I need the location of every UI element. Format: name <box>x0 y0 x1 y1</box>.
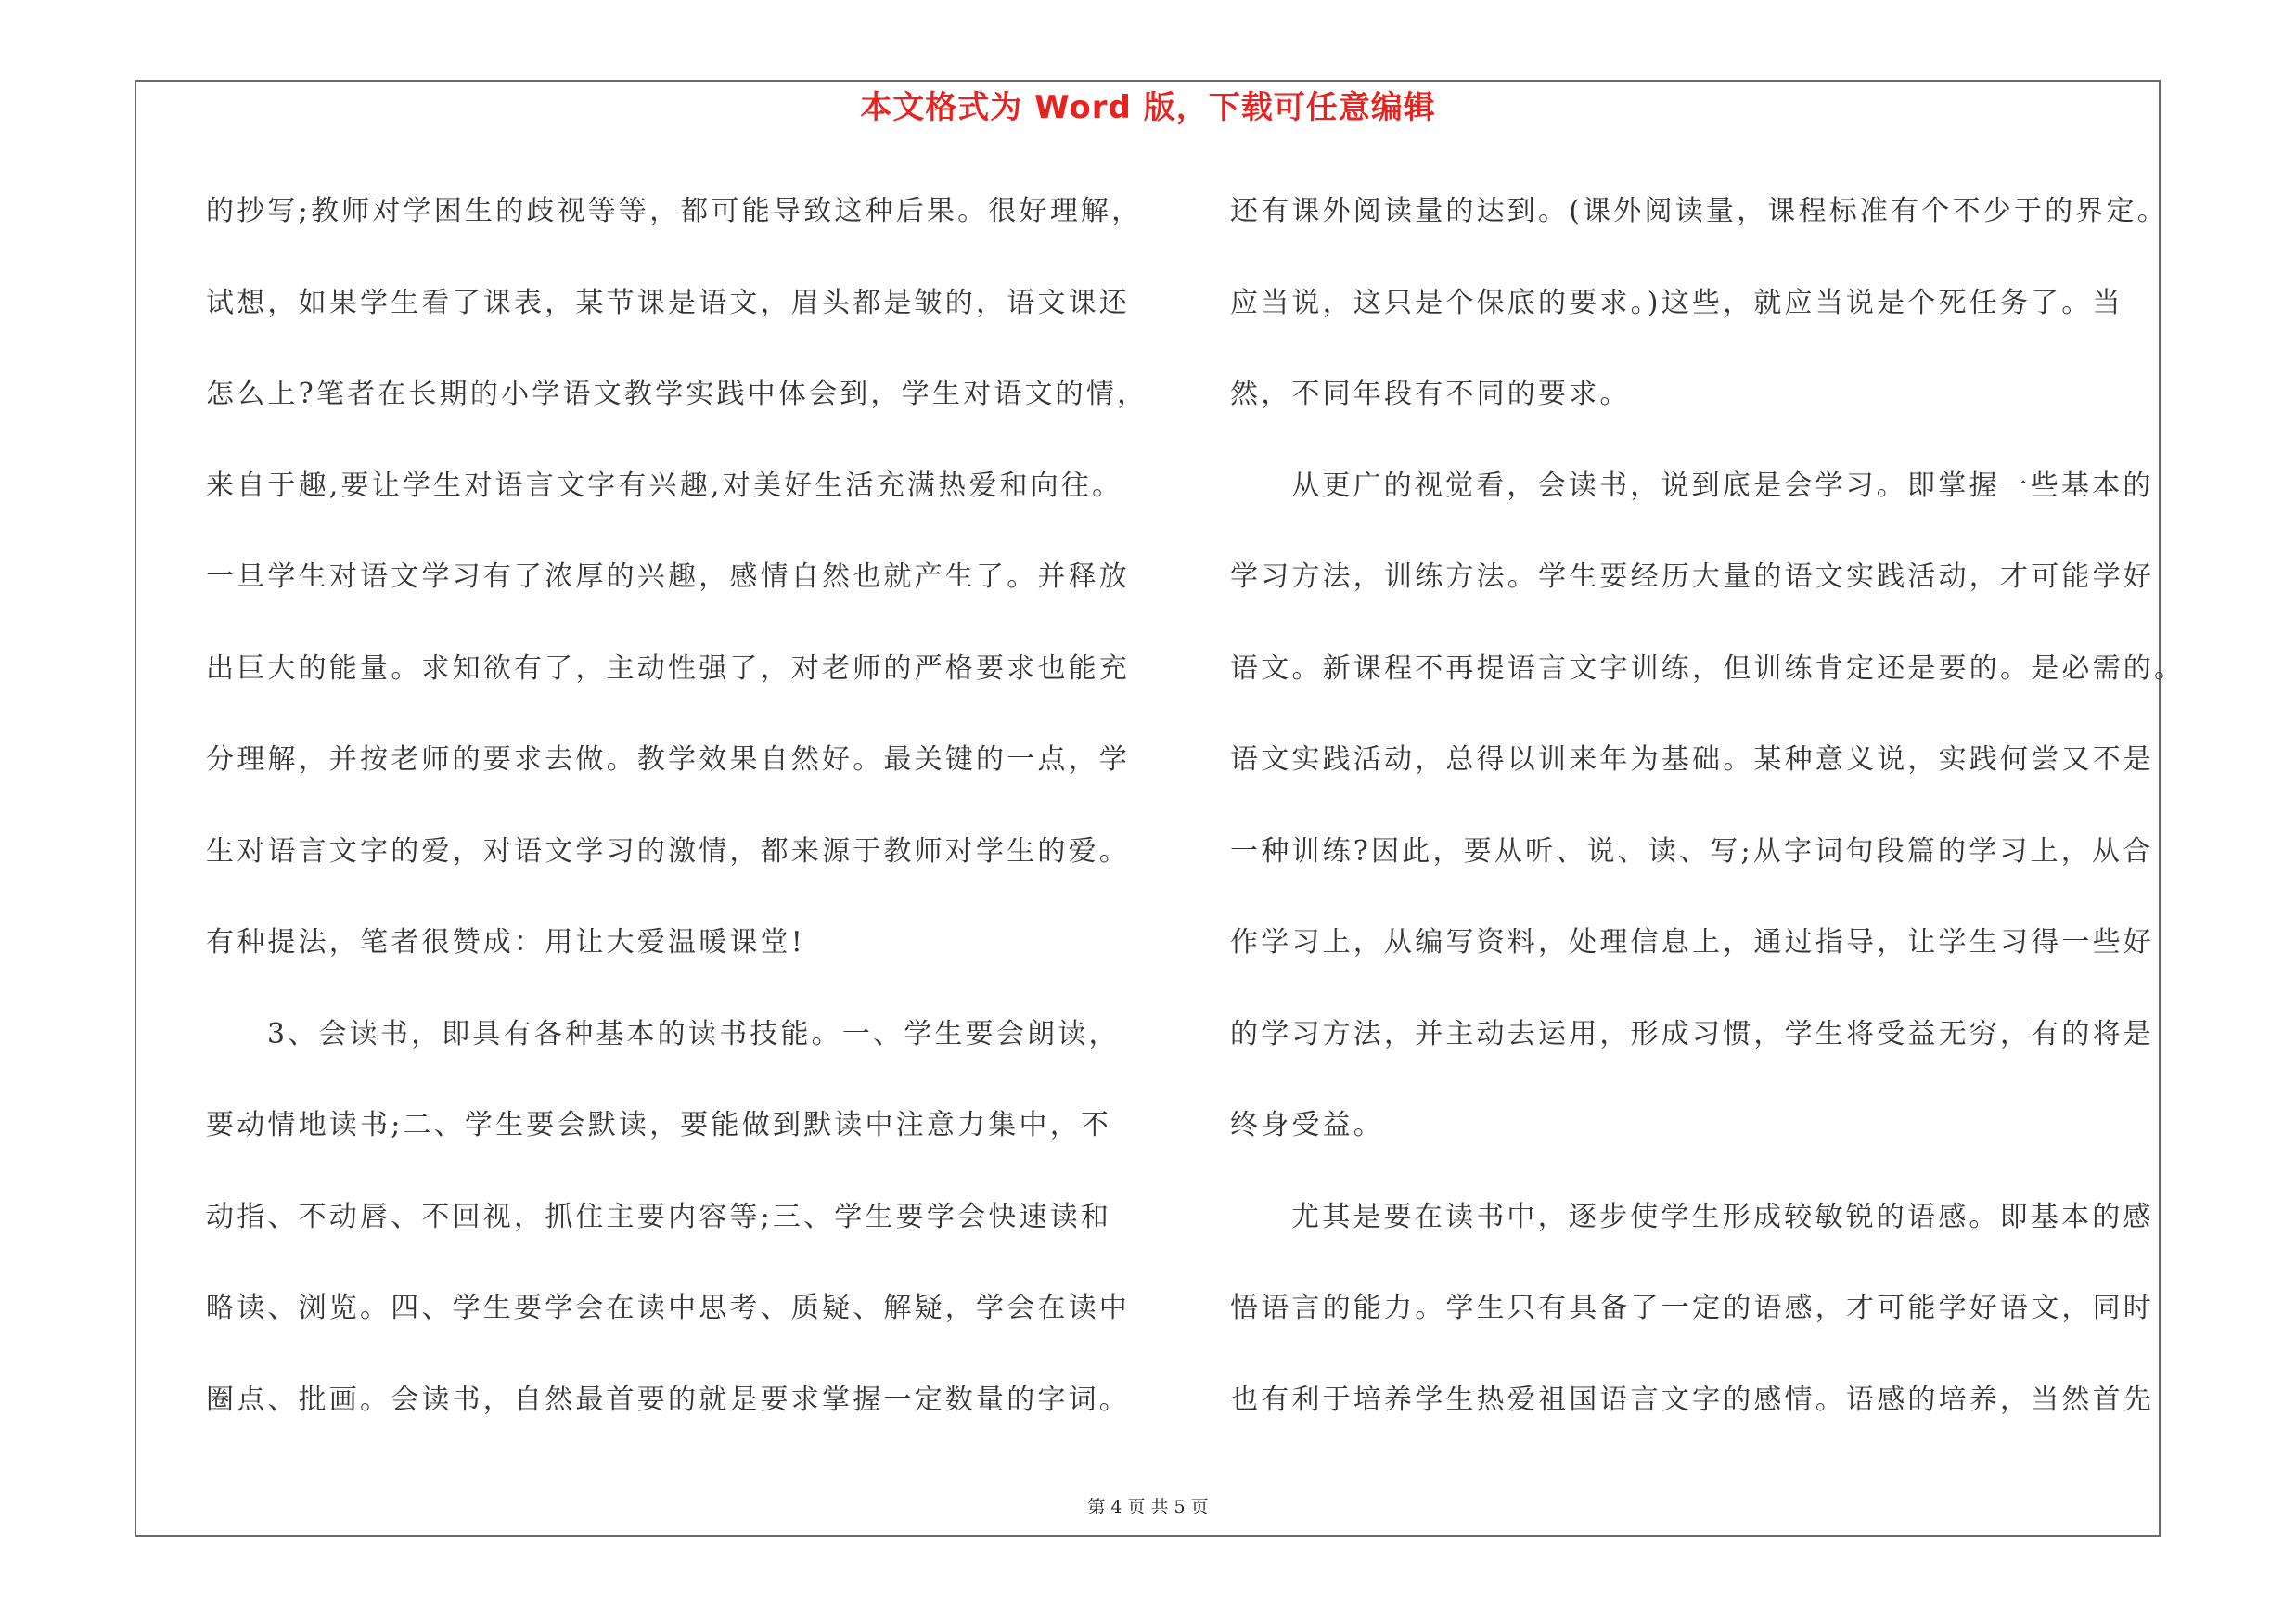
text-line: 圈点、批画。会读书，自然最首要的就是要求掌握一定数量的字词。 <box>206 1383 1130 1416</box>
text-line: 要动情地读书;二、学生要会默读，要能做到默读中注意力集中，不 <box>206 1109 1112 1141</box>
text-line: 动指、不动唇、不回视，抓住主要内容等;三、学生要学会快速读和 <box>206 1200 1112 1233</box>
text-line: 的学习方法，并主动去运用，形成习惯，学生将受益无穷，有的将是 <box>1230 1017 2154 1050</box>
text-line: 然，不同年段有不同的要求。 <box>1230 378 1631 410</box>
paragraph-start-line: 尤其是要在读书中，逐步使学生形成较敏锐的语感。即基本的感 <box>1291 1200 2154 1233</box>
paragraph-start-line: 3、会读书，即具有各种基本的读书技能。一、学生要会朗读， <box>267 1017 1120 1050</box>
text-line: 略读、浏览。四、学生要学会在读中思考、质疑、解疑，学会在读中 <box>206 1292 1130 1324</box>
text-line: 生对语言文字的爱，对语文学习的激情，都来源于教师对学生的爱。 <box>206 834 1130 868</box>
paragraph-start-line: 从更广的视觉看，会读书，说到底是会学习。即掌握一些基本的 <box>1291 469 2154 502</box>
page-number-footer: 第 4 页 共 5 页 <box>1087 1497 1209 1517</box>
text-line: 出巨大的能量。求知欲有了，主动性强了，对老师的严格要求也能充 <box>206 651 1130 685</box>
text-line: 终身受益。 <box>1230 1109 1384 1141</box>
text-line: 一旦学生对语文学习有了浓厚的兴趣，感情自然也就产生了。并释放 <box>206 560 1130 593</box>
right-text-column <box>1230 179 2186 1459</box>
text-line: 应当说，这只是个保底的要求。)这些，就应当说是个死任务了。当 <box>1230 286 2123 319</box>
text-line: 学习方法，训练方法。学生要经历大量的语文实践活动，才可能学好 <box>1230 560 2154 593</box>
text-line: 悟语言的能力。学生只有具备了一定的语感，才可能学好语文，同时 <box>1230 1292 2154 1324</box>
text-line: 的抄写;教师对学困生的歧视等等，都可能导致这种后果。很好理解， <box>206 195 1143 227</box>
header-banner: 本文格式为 Word 版，下载可任意编辑 <box>860 89 1436 126</box>
left-text-column <box>206 179 1161 1459</box>
text-line: 试想，如果学生看了课表，某节课是语文，眉头都是皱的，语文课还 <box>206 286 1130 319</box>
text-line: 也有利于培养学生热爱祖国语言文字的感情。语感的培养，当然首先 <box>1230 1383 2154 1416</box>
text-line: 一种训练?因此，要从听、说、读、写;从字词句段篇的学习上，从合 <box>1230 834 2154 868</box>
text-line: 来自于趣,要让学生对语言文字有兴趣,对美好生活充满热爱和向往。 <box>206 469 1123 502</box>
text-line: 语文。新课程不再提语言文字训练，但训练肯定还是要的。是必需的。 <box>1230 651 2186 685</box>
text-line: 有种提法，笔者很赞成：用让大爱温暖课堂! <box>206 926 806 959</box>
text-line: 作学习上，从编写资料，处理信息上，通过指导，让学生习得一些好 <box>1230 926 2154 959</box>
text-line: 怎么上?笔者在长期的小学语文教学实践中体会到，学生对语文的情， <box>206 378 1148 410</box>
text-line: 分理解，并按老师的要求去做。教学效果自然好。最关键的一点，学 <box>206 743 1130 776</box>
text-line: 还有课外阅读量的达到。(课外阅读量，课程标准有个不少于的界定。 <box>1230 195 2168 227</box>
text-line: 语文实践活动，总得以训来年为基础。某种意义说，实践何尝又不是 <box>1230 743 2154 776</box>
